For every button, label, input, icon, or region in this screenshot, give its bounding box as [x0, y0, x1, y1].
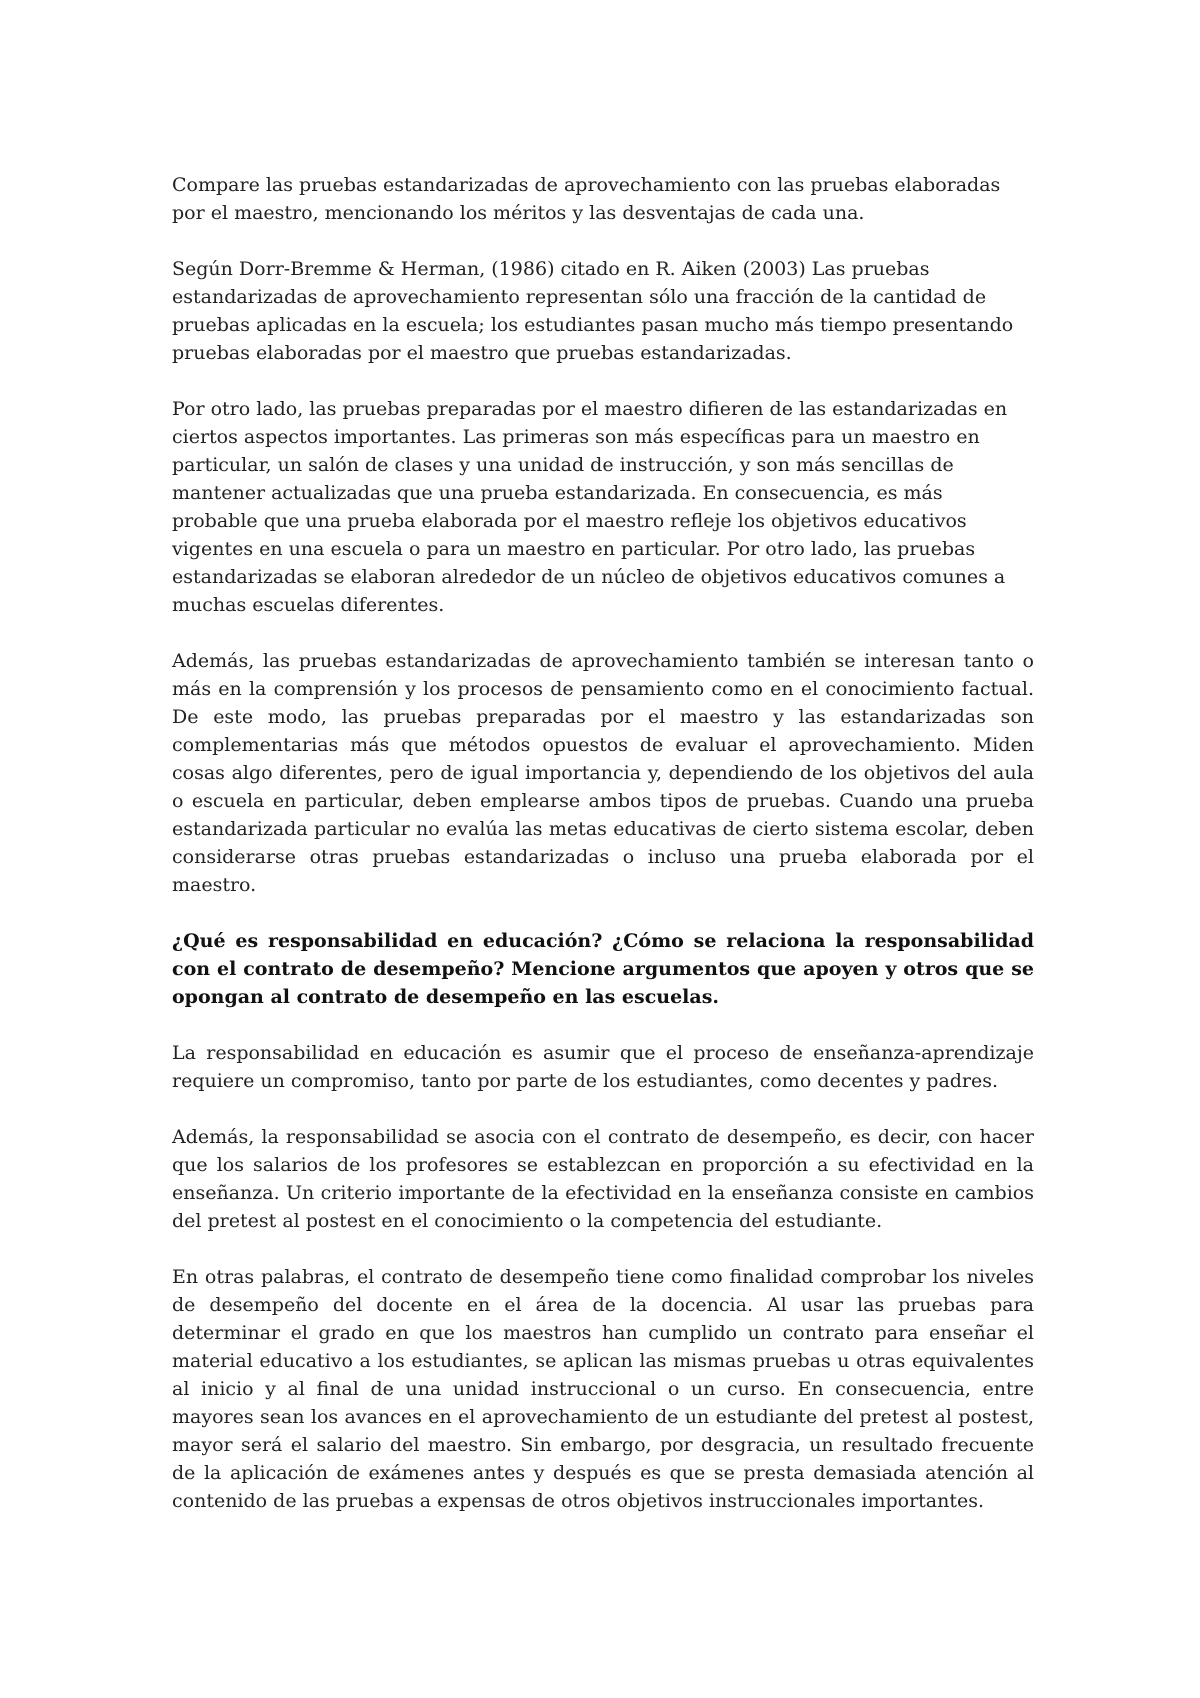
paragraph-question-1: Compare las pruebas estandarizadas de aprovechamiento con las pruebas elaboradas por el maestro, mencionando los méritos y las desventajas de cada una.: [172, 174, 1001, 224]
paragraph-complementary: Además, las pruebas estandarizadas de aprovechamiento también se interesan tanto o más en la comprensión y los procesos de pensamiento como en el conocimiento factual. De este modo, las pruebas preparadas por el maestro y las estandarizadas son complementarias más que métodos opuestos de evaluar el aprovechamiento. Miden cosas algo diferentes, pero de igual importancia y, dependiendo de los objetivos del aula o escuela en particular, deben emplearse ambos tipos de pruebas. Cuando una prueba estandarizada particular no evalúa las metas educativas de cierto sistema escolar, deben considerarse otras pruebas estandarizadas o incluso una prueba elaborada por el maestro.: [172, 650, 1034, 896]
paragraph-responsibility: La responsabilidad en educación es asumir que el proceso de enseñanza-aprendizaje requiere un compromiso, tanto por parte de los estudiantes, como decentes y padres.: [172, 1042, 1034, 1092]
paragraph-citation: Según Dorr-Bremme & Herman, (1986) citado en R. Aiken (2003) Las pruebas estandarizadas de aprovechamiento representan sólo una fracción de la cantidad de pruebas aplicadas en la escuela; los estudiantes pasan mucho más tiempo presentando pruebas elaboradas por el maestro que pruebas estandarizadas.: [172, 258, 1014, 364]
paragraph-other-words: En otras palabras, el contrato de desempeño tiene como finalidad comprobar los niveles de desempeño del docente en el área de la docencia. Al usar las pruebas para determinar el grado en que los maestros han cumplido un contrato para enseñar el material educativo a los estudiantes, se aplican las mismas pruebas u otras equivalentes al inicio y al final de una unidad instruccional o un curso. En consecuencia, entre mayores sean los avances en el aprovechamiento de un estudiante del pretest al postest, mayor será el salario del maestro. Sin embargo, por desgracia, un resultado frecuente de la aplicación de exámenes antes y después es que se presta demasiada atención al contenido de las pruebas a expensas de otros objetivos instruccionales importantes.: [172, 1266, 1034, 1512]
paragraph-question-2: ¿Qué es responsabilidad en educación? ¿Cómo se relaciona la responsabilidad con el contrato de desempeño? Mencione argumentos que apoyen y otros que se opongan al contrato de desempeño en las escuelas.: [172, 930, 1034, 1008]
paragraph-performance-contract: Además, la responsabilidad se asocia con el contrato de desempeño, es decir, con hacer que los salarios de los profesores se establezcan en proporción a su efectividad en la enseñanza. Un criterio importante de la efectividad en la enseñanza consiste en cambios del pretest al postest en el conocimiento o la competencia del estudiante.: [172, 1126, 1034, 1232]
paragraph-teacher-tests: Por otro lado, las pruebas preparadas por el maestro difieren de las estandarizadas en ciertos aspectos importantes. Las primeras son más específicas para un maestro en particular, un salón de clases y una unidad de instrucción, y son más sencillas de mantener actualizadas que una prueba estandarizada. En consecuencia, es más probable que una prueba elaborada por el maestro refleje los objetivos educativos vigentes en una escuela o para un maestro en particular. Por otro lado, las pruebas estandarizadas se elaboran alrededor de un núcleo de objetivos educativos comunes a muchas escuelas diferentes.: [172, 398, 1008, 616]
